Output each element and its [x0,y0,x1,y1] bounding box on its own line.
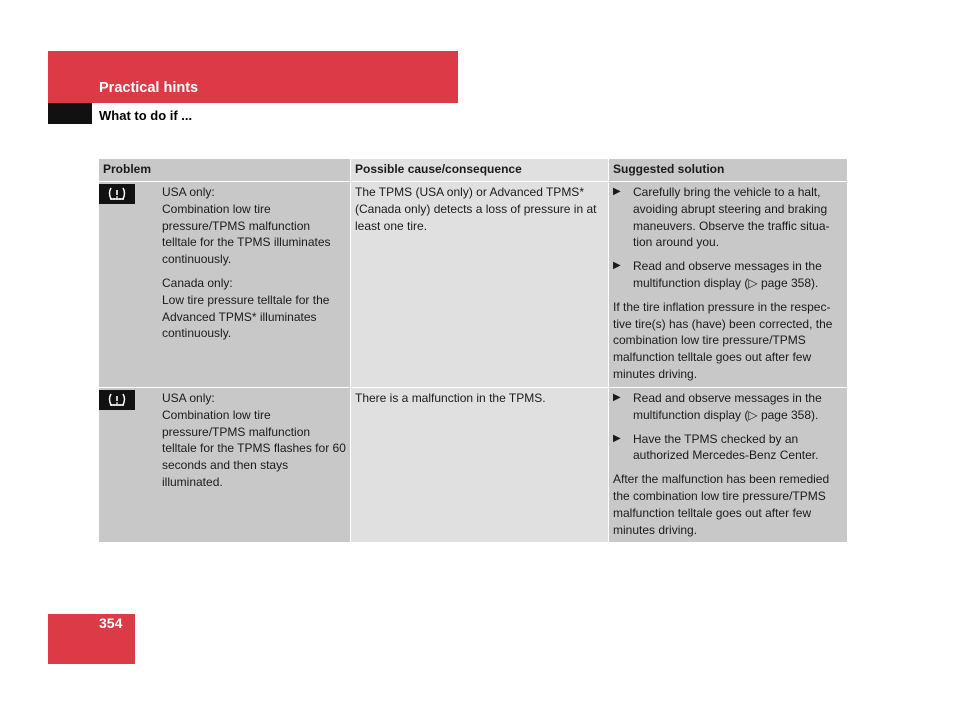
section-title: Practical hints [99,80,199,96]
column-header-solution: Suggested solution [608,159,847,181]
solution-note: If the tire inflation pressure in the respec-tive tire(s) has (have) been corrected, the combination low tire pressure/TPMS malfunction telltale goes out after few minutes driving. [613,299,833,381]
solution-bullet: ▶ Read and observe messages in the multifunction display (▷ page 358). [613,391,822,422]
solution-bullet: ▶ Carefully bring the vehicle to a halt, avoiding abrupt steering and braking maneuvers. Observe the traffic situa-tion around you. [613,185,830,250]
table-header-row [99,159,847,182]
problem-cell [99,182,350,387]
tpms-warning-icon [99,390,135,410]
problem-text: USA only: Combination low tire pressure/TPMS malfunction telltale for the TPMS illuminates continuously. [162,185,331,267]
subsection-title: What to do if ... [99,108,193,123]
problem-text: USA only: Combination low tire pressure/TPMS malfunction telltale for the TPMS flashes for 60 seconds and then stays illuminated. [162,391,346,489]
solution-cell [608,182,847,387]
bullet-arrow-icon: ▶ [613,392,621,403]
tpms-warning-icon [99,184,135,204]
solution-bullet: ▶ Read and observe messages in the multifunction display (▷ page 358). [613,259,822,290]
cause-cell [350,388,608,542]
problem-table [99,159,847,543]
column-header-cause: Possible cause/consequence [350,159,608,181]
column-header-problem: Problem [99,159,350,181]
problem-cell [99,388,350,542]
bullet-arrow-icon: ▶ [613,260,621,272]
cause-text: The TPMS (USA only) or Advanced TPMS* (Canada only) detects a loss of pressure in at least one tire. [355,185,597,233]
cause-cell [350,182,608,387]
table-row [99,388,847,543]
solution-cell [608,388,847,542]
bullet-arrow-icon: ▶ [613,186,621,197]
problem-text: Canada only: Low tire pressure telltale for the Advanced TPMS* illuminates continuously. [162,275,330,341]
table-row [99,182,847,388]
cause-text: There is a malfunction in the TPMS. [355,391,546,405]
page-number: 354 [99,615,123,631]
section-tab-marker [48,103,92,124]
solution-bullet: ▶ Have the TPMS checked by an authorized Mercedes-Benz Center. [613,431,819,463]
bullet-arrow-icon: ▶ [613,432,621,444]
solution-note: After the malfunction has been remedied the combination low tire pressure/TPMS malfunction telltale goes out after few minutes driving. [613,472,830,537]
